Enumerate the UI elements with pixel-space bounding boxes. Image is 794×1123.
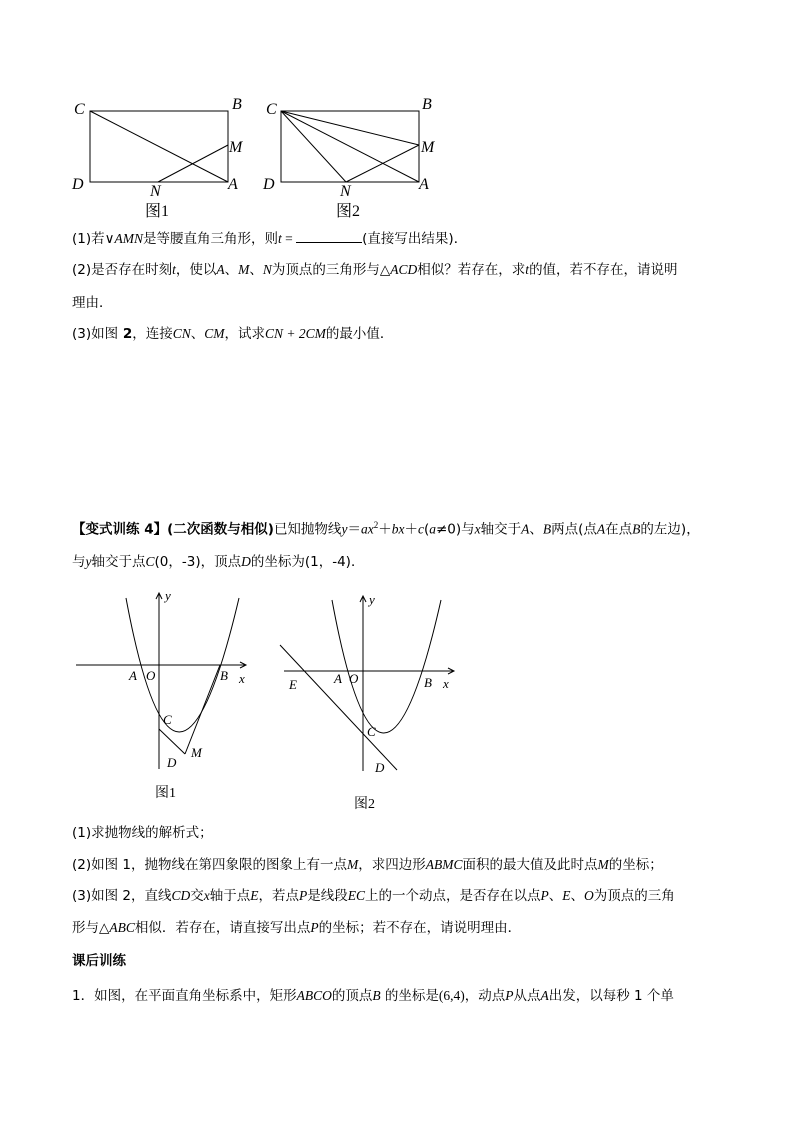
variant-question-3-line-1: (3)如图 2，直线CD交x轴于点E，若点P是线段EC上的一个动点，是否存在以点P、E、O为顶点的三角 bbox=[72, 888, 675, 904]
fig1-label-n: N bbox=[150, 183, 161, 200]
pfig2-label-o: O bbox=[349, 671, 359, 686]
variant-4-line-2: 与y轴交于点C(0，-3)，顶点D的坐标为(1，-4)． bbox=[72, 554, 365, 570]
pfig2-label-b: B bbox=[424, 675, 432, 690]
fig1-label-m: M bbox=[229, 139, 243, 156]
pfig1-label-a: A bbox=[129, 668, 137, 683]
after-class-heading: 课后训练 bbox=[72, 953, 126, 969]
rect-figure-1 bbox=[90, 111, 228, 182]
fig2-label-d: D bbox=[263, 176, 275, 193]
answer-blank bbox=[296, 228, 362, 243]
pfig1-label-c: C bbox=[163, 712, 172, 727]
variant-question-2: (2)如图 1，抛物线在第四象限的图象上有一点M，求四边形ABMC面积的最大值及此时点M的坐标； bbox=[72, 857, 663, 873]
rect-figure-2 bbox=[281, 111, 419, 182]
fig2-label-c: C bbox=[266, 101, 277, 118]
pfig1-label-y: y bbox=[165, 588, 171, 603]
pfig1-caption: 图1 bbox=[155, 786, 176, 801]
variant-question-3-line-2: 形与△ABC相似．若存在，请直接写出点P的坐标；若不存在，请说明理由． bbox=[72, 920, 522, 936]
problem-1-line-1: 1．如图，在平面直角坐标系中，矩形ABCO的顶点B 的坐标是(6,4)，动点P从点A出发，以每秒 1 个单 bbox=[72, 988, 674, 1004]
fig1-caption: 图1 bbox=[145, 203, 170, 220]
fig1-label-a: A bbox=[228, 176, 238, 193]
pfig2-label-a: A bbox=[334, 671, 342, 686]
fig1-label-b: B bbox=[232, 96, 242, 113]
pfig1-label-x: x bbox=[239, 671, 245, 686]
pfig2-label-e: E bbox=[289, 677, 297, 692]
pfig2-label-c: C bbox=[367, 724, 376, 739]
fig2-label-m: M bbox=[421, 139, 435, 156]
pfig1-label-b: B bbox=[220, 668, 228, 683]
question-2-line-1: (2)是否存在时刻t，使以A、M、N为顶点的三角形与△ACD相似？若存在，求t的值，若不存在，请说明 bbox=[72, 262, 678, 278]
pfig1-label-o: O bbox=[146, 668, 156, 683]
question-1: (1)若∨AMN是等腰直角三角形，则t = (直接写出结果)． bbox=[72, 228, 467, 249]
fig2-caption: 图2 bbox=[336, 203, 361, 220]
fig2-label-b: B bbox=[422, 96, 432, 113]
fig1-label-d: D bbox=[72, 176, 84, 193]
variant-question-1: (1)求抛物线的解析式； bbox=[72, 825, 213, 841]
variant-4-line-1: 【变式训练 4】(二次函数与相似)已知抛物线$y=ax^2+bx+c(a\ne 0)$与x轴交于A、B两点(点A在点B的左边)， bbox=[72, 520, 700, 538]
pfig2-caption: 图2 bbox=[354, 797, 375, 812]
question-3: (3)如图 2，连接CN、CM，试求CN + 2CM的最小值． bbox=[72, 326, 394, 342]
pfig1-label-d: D bbox=[167, 755, 177, 770]
question-2-line-2: 理由． bbox=[72, 295, 113, 311]
fig2-label-n: N bbox=[340, 183, 351, 200]
pfig2-label-d: D bbox=[375, 760, 385, 775]
fig1-label-c: C bbox=[74, 101, 85, 118]
pfig2-label-x: x bbox=[443, 676, 449, 691]
pfig1-label-m: M bbox=[191, 745, 202, 760]
pfig2-label-y: y bbox=[369, 592, 375, 607]
fig2-label-a: A bbox=[419, 176, 429, 193]
